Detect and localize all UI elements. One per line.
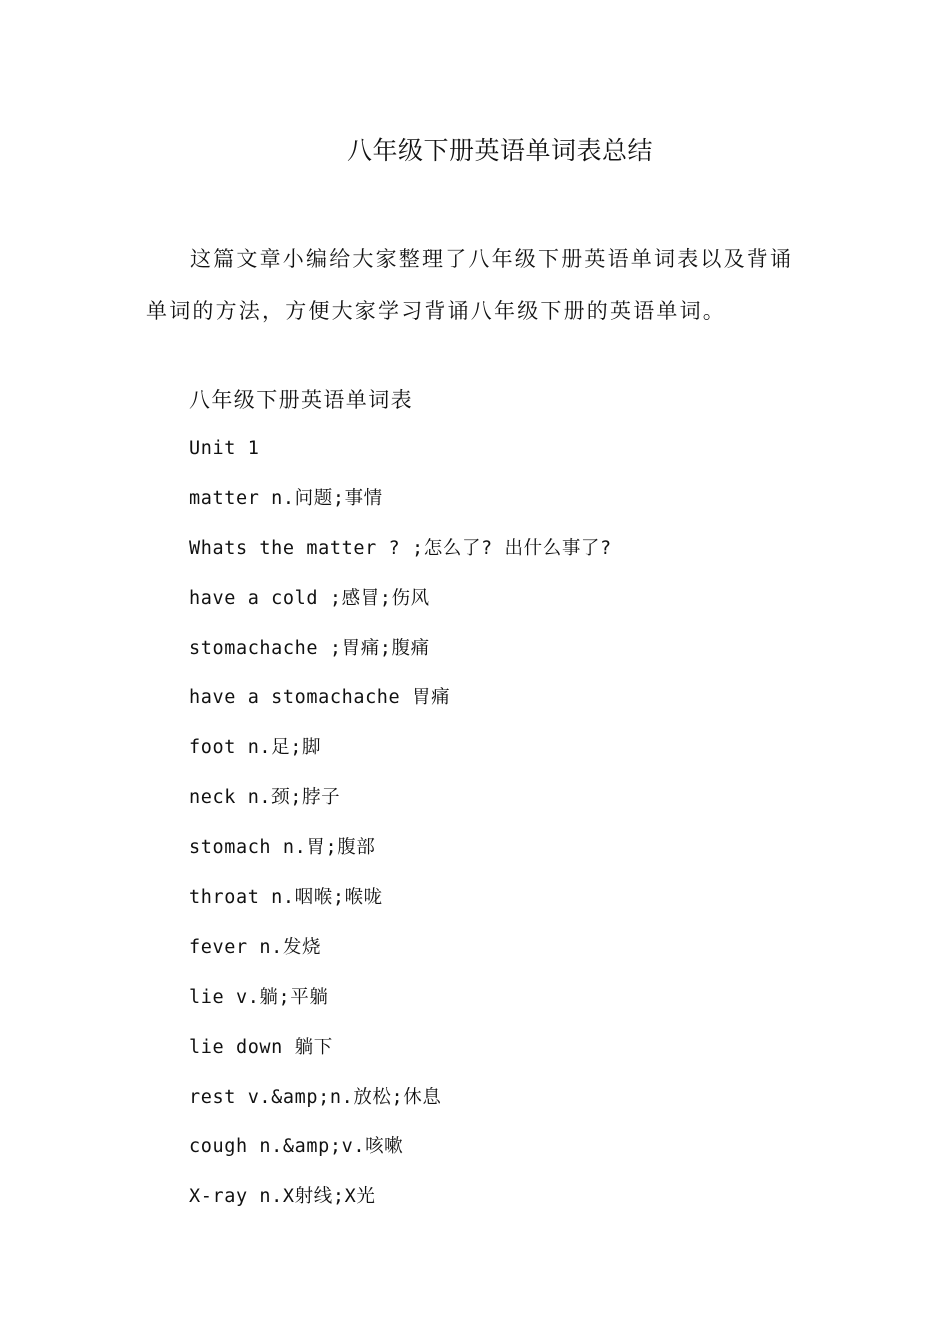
- vocabulary-entry: X-ray n.X射线;X光: [189, 1186, 376, 1208]
- vocabulary-entry: have a stomachache 胃痛: [189, 687, 451, 709]
- vocabulary-entry: matter n.问题;事情: [189, 487, 383, 509]
- section-heading: 八年级下册英语单词表: [189, 388, 413, 412]
- vocabulary-list: [189, 432, 612, 1230]
- vocabulary-entry: lie down 躺下: [189, 1036, 333, 1058]
- vocabulary-entry: cough n.&amp;v.咳嗽: [189, 1136, 404, 1158]
- vocabulary-entry: stomach n.胃;腹部: [189, 837, 376, 859]
- vocabulary-entry: foot n.足;脚: [189, 737, 322, 759]
- vocabulary-entry: stomachache ;胃痛;腹痛: [189, 637, 430, 659]
- vocabulary-entry: lie v.躺;平躺: [189, 986, 329, 1008]
- vocabulary-entry: fever n.发烧: [189, 936, 322, 958]
- intro-paragraph: 这篇文章小编给大家整理了八年级下册英语单词表以及背诵单词的方法，方便大家学习背诵八年级下册的英语单词。: [146, 247, 794, 323]
- vocabulary-entry: neck n.颈;脖子: [189, 787, 341, 809]
- vocabulary-entry: have a cold ;感冒;伤风: [189, 587, 430, 609]
- vocabulary-entry: Whats the matter ? ;怎么了? 出什么事了?: [189, 537, 612, 559]
- vocabulary-entry: throat n.咽喉;喉咙: [189, 887, 383, 909]
- unit-heading: Unit 1: [189, 438, 260, 459]
- vocabulary-entry: rest v.&amp;n.放松;休息: [189, 1086, 442, 1108]
- document-title: 八年级下册英语单词表总结: [346, 136, 653, 165]
